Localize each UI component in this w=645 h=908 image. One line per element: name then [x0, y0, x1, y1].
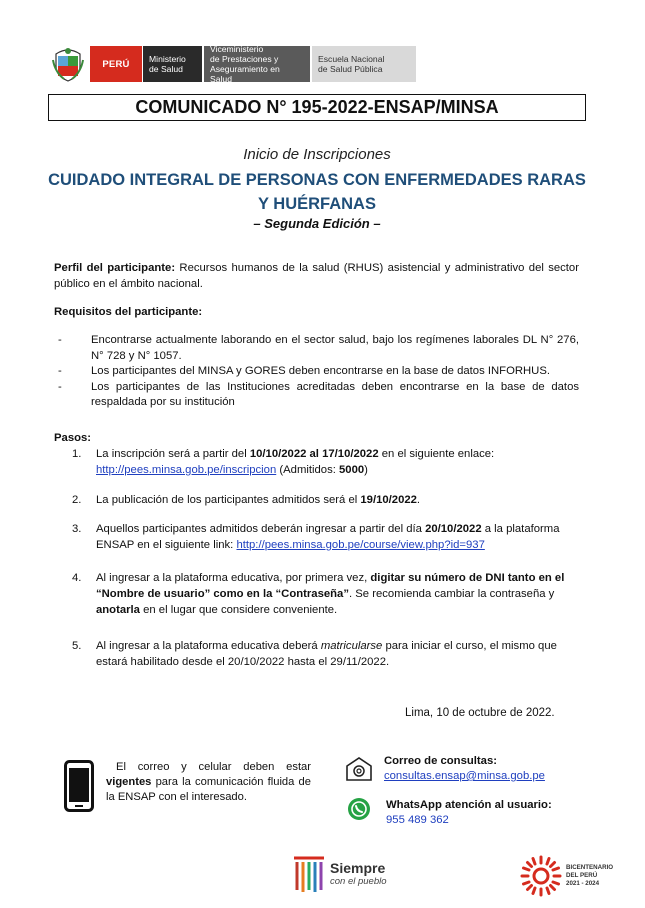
contact-note: El correo y celular deben estar vigentes para la comunicación fluida de la ENSAP con el interesado. — [106, 761, 311, 803]
step-3: 3. Aquellos participantes admitidos deberán ingresar a partir del día 20/10/2022 a la plataforma ENSAP en el siguiente link: http://pees.minsa.gob.pe/course/view.php?id=937 — [72, 523, 560, 551]
inscription-link[interactable]: http://pees.minsa.gob.pe/inscripcion — [96, 464, 277, 476]
mobile-phone-icon — [64, 760, 94, 812]
list-item: - Los participantes de las Instituciones acreditadas deben encontrarse en la base de datos respaldada por su institución — [54, 380, 579, 411]
edition-label: – Segunda Edición – — [253, 216, 381, 231]
steps-heading: Pasos: — [54, 432, 92, 444]
step-5: 5. Al ingresar a la plataforma educativa deberá matricularse para iniciar el curso, el mismo que estará habilitado desde el 20/10/2022 hasta el 29/11/2022. — [72, 640, 557, 668]
subtitle: Inicio de Inscripciones — [243, 146, 391, 163]
email-link[interactable]: consultas.ensap@minsa.gob.pe — [384, 770, 545, 782]
columns-logo-icon — [292, 856, 326, 894]
list-item: - Encontrarse actualmente laborando en el sector salud, bajo los regímenes laborales DL N° 276, N° 728 y N° 1057. — [54, 333, 579, 364]
whatsapp-contact: WhatsApp atención al usuario: 955 489 362 — [386, 799, 552, 826]
list-item: - Los participantes del MINSA y GORES deben encontrarse en la base de datos INFORHUS. — [54, 364, 579, 380]
ministerio-block: Ministerio de Salud — [142, 46, 202, 82]
participant-profile: Perfil del participante: Recursos humanos de la salud (RHUS) asistencial y administrativo del sector público en el ámbito nacional. — [54, 262, 579, 290]
course-link[interactable]: http://pees.minsa.gob.pe/course/view.php?id=937 — [236, 539, 485, 551]
step-4: 4. Al ingresar a la plataforma educativa, por primera vez, digitar su número de DNI tanto en el “Nombre de usuario” como en la “Contraseña”. Se recomienda cambiar la contraseña y anotarla en el lugar que considere conveniente. — [72, 572, 565, 616]
siempre-con-el-pueblo-logo: Siempre con el pueblo — [292, 856, 387, 894]
viceministerio-block: Viceministerio de Prestaciones y Aseguramiento en Salud — [204, 46, 310, 82]
bicentenario-logo: BICENTENARIO DEL PERÚ 2021 - 2024 — [520, 855, 613, 897]
bicentenario-sun-icon — [520, 855, 562, 897]
issue-date: Lima, 10 de octubre de 2022. — [405, 707, 555, 719]
peru-coat-of-arms-icon — [52, 46, 84, 82]
document-title: COMUNICADO N° 195-2022-ENSAP/MINSA — [48, 94, 586, 121]
requirements-heading: Requisitos del participante: — [54, 306, 203, 318]
institution-header — [52, 46, 416, 82]
requirements-list — [54, 333, 579, 411]
step-2: 2. La publicación de los participantes admitidos será el 19/10/2022. — [72, 494, 421, 506]
step-1: 1. La inscripción será a partir del 10/10/2022 al 17/10/2022 en el siguiente enlace: http://pees.minsa.gob.pe/inscripcion (Admitidos: 5000) — [72, 448, 495, 476]
email-at-icon — [345, 756, 373, 782]
whatsapp-number: 955 489 362 — [386, 814, 449, 826]
escuela-block: Escuela Nacional de Salud Pública — [312, 46, 416, 82]
course-title: CUIDADO INTEGRAL DE PERSONAS CON ENFERMEDADES RARAS Y HUÉRFANAS — [48, 171, 586, 213]
whatsapp-icon — [347, 797, 371, 821]
email-contact: Correo de consultas: consultas.ensap@minsa.gob.pe — [384, 755, 545, 782]
peru-brand-block: PERÚ — [90, 46, 142, 82]
